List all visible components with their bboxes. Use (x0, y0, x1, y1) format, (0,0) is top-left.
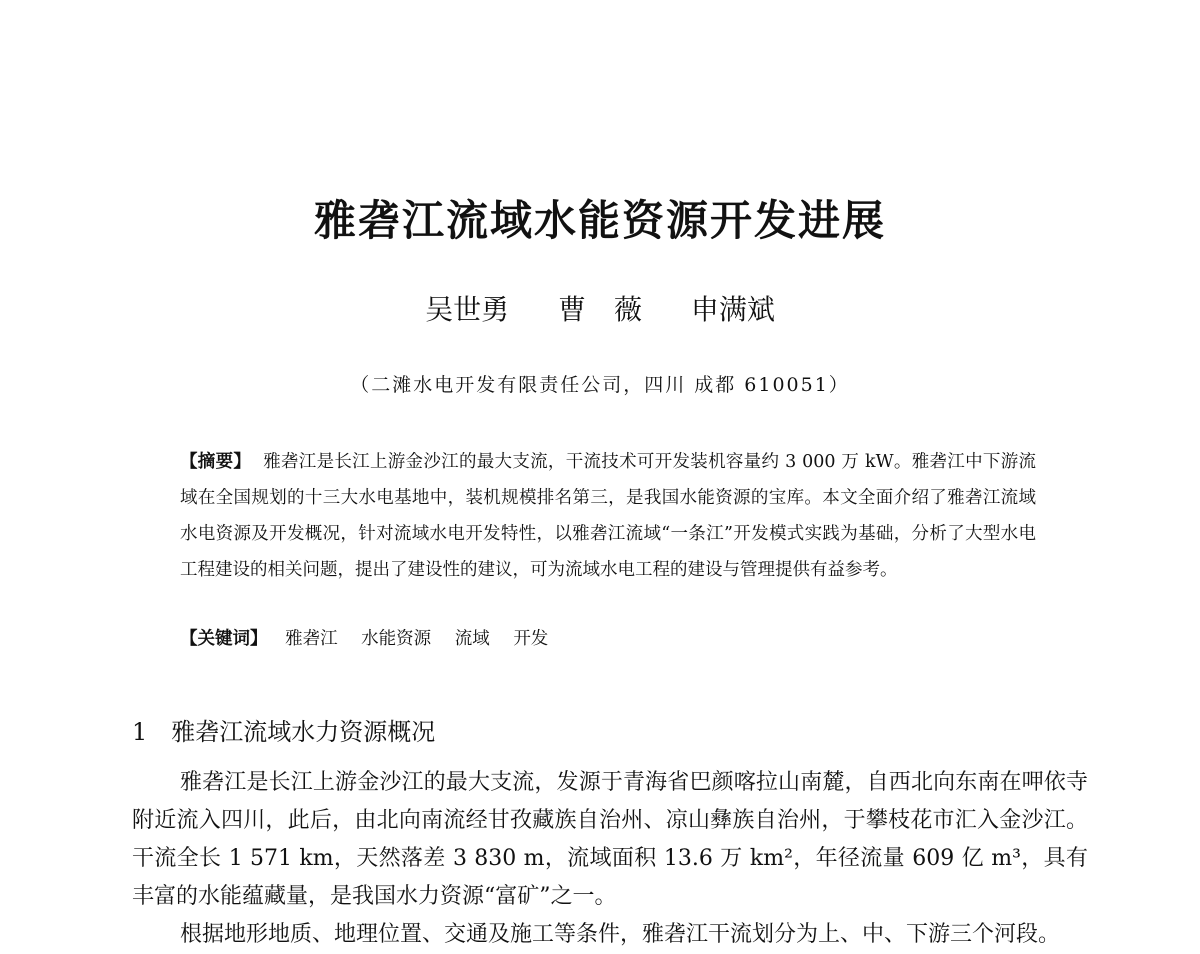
keyword: 流域 (454, 629, 490, 649)
author-list (0, 288, 1200, 328)
section-number: 1 (132, 718, 148, 746)
body-text (132, 764, 1088, 954)
author-name: 申满斌 (690, 293, 775, 326)
author-name: 吴世勇 (425, 293, 510, 326)
abstract-label: 【摘要】 (180, 452, 252, 472)
keyword: 开发 (513, 629, 549, 649)
keyword: 雅砻江 (285, 629, 338, 649)
keywords (180, 624, 566, 654)
section-title: 雅砻江流域水力资源概况 (171, 718, 436, 746)
paper-title: 雅砻江流域水能资源开发进展 (313, 196, 886, 245)
affiliation: （二滩水电开发有限责任公司，四川 成都 610051） (350, 374, 850, 396)
section-heading (132, 712, 435, 747)
keyword: 水能资源 (361, 629, 432, 649)
abstract (180, 444, 1036, 588)
abstract-text: 雅砻江是长江上游金沙江的最大支流，干流技术可开发装机容量约 3 000 万 kW。雅砻江中下游流域在全国规划的十三大水电基地中，装机规模排名第三，是我国水能资源的宝库。本文全面介绍了雅砻江流域水电资源及开发概况，针对流域水电开发特性，以雅砻江流域“一条江”开发模式实践为基础，分析了大型水电工程建设的相关问题，提出了建设性的建议，可为流域水电工程的建设与管理提供有益参考。 (180, 452, 1036, 580)
keywords-label: 【关键词】 (180, 629, 268, 649)
author-name: 曹 薇 (557, 293, 642, 326)
paragraph: 雅砻江是长江上游金沙江的最大支流，发源于青海省巴颜喀拉山南麓，自西北向东南在呷依寺附近流入四川，此后，由北向南流经甘孜藏族自治州、凉山彝族自治州，于攀枝花市汇入金沙江。干流全长 1 571 km，天然落差 3 830 m，流域面积 13.6 万 km²，年径流量 609 亿 m³，具有丰富的水能蕴藏量，是我国水力资源“富矿”之一。 (132, 770, 1088, 909)
paragraph: 根据地形地质、地理位置、交通及施工等条件，雅砻江干流划分为上、中、下游三个河段。 (180, 922, 1061, 947)
